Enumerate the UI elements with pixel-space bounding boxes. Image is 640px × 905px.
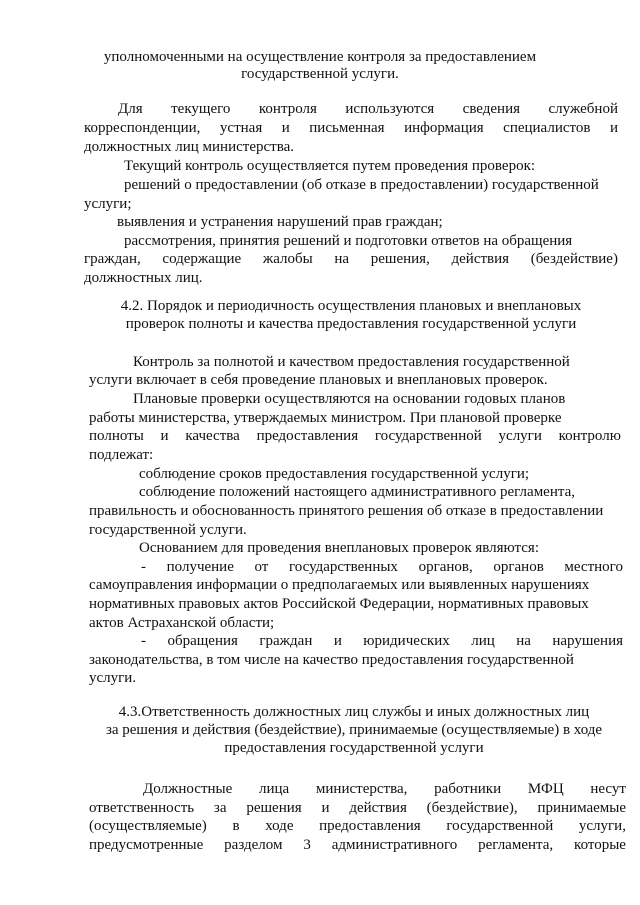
para5-line-3 [89, 818, 626, 835]
word: и [333, 633, 342, 649]
para2-line-5: рассмотрения, принятия решений и подготовки ответов на обращения [124, 233, 573, 249]
para3-line-8: соблюдение положений настоящего административного регламента, [139, 484, 576, 500]
para3-line-7: соблюдение сроков предоставления государственной услуги; [139, 466, 530, 482]
para4-line-8: услуги. [89, 670, 137, 686]
para3-line-3: Плановые проверки осуществляются на основании годовых планов [133, 391, 566, 407]
word: органов [493, 559, 544, 575]
word: лиц [471, 633, 495, 649]
word: письменная [309, 120, 385, 136]
word: лица [258, 781, 290, 797]
para3-line-6: подлежат: [89, 447, 154, 463]
intro-line-1: уполномоченными на осуществление контроля за предоставлением [103, 49, 537, 65]
para5-line-4 [89, 837, 626, 854]
para1-line-2 [84, 120, 618, 137]
para5-line-2 [89, 800, 626, 817]
word: министерства, [315, 781, 408, 797]
word: - [141, 559, 146, 575]
para3-line-4: работы министерства, утверждаемых министром. При плановой проверке [89, 410, 562, 426]
word: государственной [374, 428, 482, 444]
section-4-2-heading-line-2: проверок полноты и качества предоставления государственной услуги [125, 316, 577, 332]
word: предоставления [256, 428, 359, 444]
word: полноты [89, 428, 144, 444]
word: разделом [224, 837, 283, 853]
word: которые [574, 837, 626, 853]
word: Должностные [143, 781, 233, 797]
word: текущего [171, 101, 231, 117]
word: и [160, 428, 169, 444]
word: услуги [498, 428, 542, 444]
word: используются [345, 101, 435, 117]
word: несут [590, 781, 626, 797]
word: работники [434, 781, 502, 797]
word: услуги, [578, 818, 626, 834]
word: административного [331, 837, 458, 853]
section-4-3-heading-line-1: 4.3.Ответственность должностных лиц службы и иных должностных лиц [118, 704, 590, 720]
para2-line-4: выявления и устранения нарушений прав граждан; [117, 214, 443, 230]
para3-line-10: государственной услуги. [89, 522, 247, 538]
word: (осуществляемые) [89, 818, 207, 834]
word: МФЦ [527, 781, 564, 797]
word: (бездействие) [530, 251, 618, 267]
para4-line-3: самоуправления информации о предполагаемых или выявленных нарушениях [89, 577, 590, 593]
word: и [321, 800, 330, 816]
para1-line-3: должностных лиц министерства. [84, 139, 294, 155]
word: и [609, 120, 618, 136]
word: контроля [258, 101, 317, 117]
para5-line-1 [143, 781, 626, 798]
word: граждан, [84, 251, 141, 267]
section-4-3-heading-line-3: предоставления государственной услуги [224, 740, 484, 756]
word: решения [246, 800, 302, 816]
para3-line-9: правильность и обоснованность принятого решения об отказе в предоставлении [89, 503, 604, 519]
word: информация [404, 120, 484, 136]
para2-line-6 [84, 251, 618, 268]
para4-line-5: актов Астраханской области; [89, 615, 275, 631]
word: на [516, 633, 531, 649]
word: контролю [558, 428, 621, 444]
word: - [141, 633, 146, 649]
para2-line-3: услуги; [84, 196, 132, 212]
word: граждан [259, 633, 313, 649]
word: государственной [446, 818, 554, 834]
para2-line-2: решений о предоставлении (об отказе в предоставлении) государственной [124, 177, 599, 193]
word: Для [118, 101, 143, 117]
para4-line-4: нормативных правовых актов Российской Федерации, нормативных правовых [89, 596, 589, 612]
word: от [254, 559, 269, 575]
word: ответственность [89, 800, 195, 816]
intro-line-2: государственной услуги. [241, 66, 399, 82]
word: за [213, 800, 227, 816]
word: действия [349, 800, 407, 816]
word: предоставления [319, 818, 421, 834]
word: получение [166, 559, 234, 575]
word: предусмотренные [89, 837, 204, 853]
para1-line-1 [118, 101, 618, 118]
para3-line-2: услуги включает в себя проведение плановых и внеплановых проверок. [89, 372, 548, 388]
word: органов, [418, 559, 473, 575]
word: обращения [167, 633, 238, 649]
word: (бездействие), [426, 800, 518, 816]
word: на [334, 251, 350, 267]
word: корреспонденции, [84, 120, 201, 136]
word: местного [564, 559, 623, 575]
para4-line-7: законодательства, в том числе на качество предоставления государственной [89, 652, 574, 668]
word: специалистов [503, 120, 591, 136]
word: служебной [548, 101, 618, 117]
para2-line-1: Текущий контроль осуществляется путем проведения проверок: [124, 158, 536, 174]
word: нарушения [552, 633, 623, 649]
word: юридических [363, 633, 450, 649]
word: в [232, 818, 240, 834]
para3-line-1: Контроль за полнотой и качеством предоставления государственной [133, 354, 570, 370]
word: и [281, 120, 290, 136]
word: жалобы [262, 251, 313, 267]
para4-line-1: Основанием для проведения внеплановых проверок являются: [139, 540, 539, 556]
word: государственных [288, 559, 398, 575]
word: сведения [462, 101, 521, 117]
para4-line-2 [141, 559, 623, 576]
section-4-3-heading-line-2: за решения и действия (бездействие), принимаемые (осуществляемые) в ходе [105, 722, 603, 738]
word: устная [219, 120, 263, 136]
word: содержащие [162, 251, 242, 267]
section-4-2-heading-line-1: 4.2. Порядок и периодичность осуществления плановых и внеплановых [120, 298, 582, 314]
para3-line-5 [89, 428, 621, 445]
word: решения, [370, 251, 430, 267]
word: принимаемые [537, 800, 626, 816]
word: 3 [303, 837, 311, 853]
para2-line-7: должностных лиц. [84, 270, 203, 286]
word: качества [185, 428, 240, 444]
word: регламента, [478, 837, 554, 853]
para4-line-6 [141, 633, 623, 650]
word: ходе [265, 818, 294, 834]
word: действия [451, 251, 510, 267]
